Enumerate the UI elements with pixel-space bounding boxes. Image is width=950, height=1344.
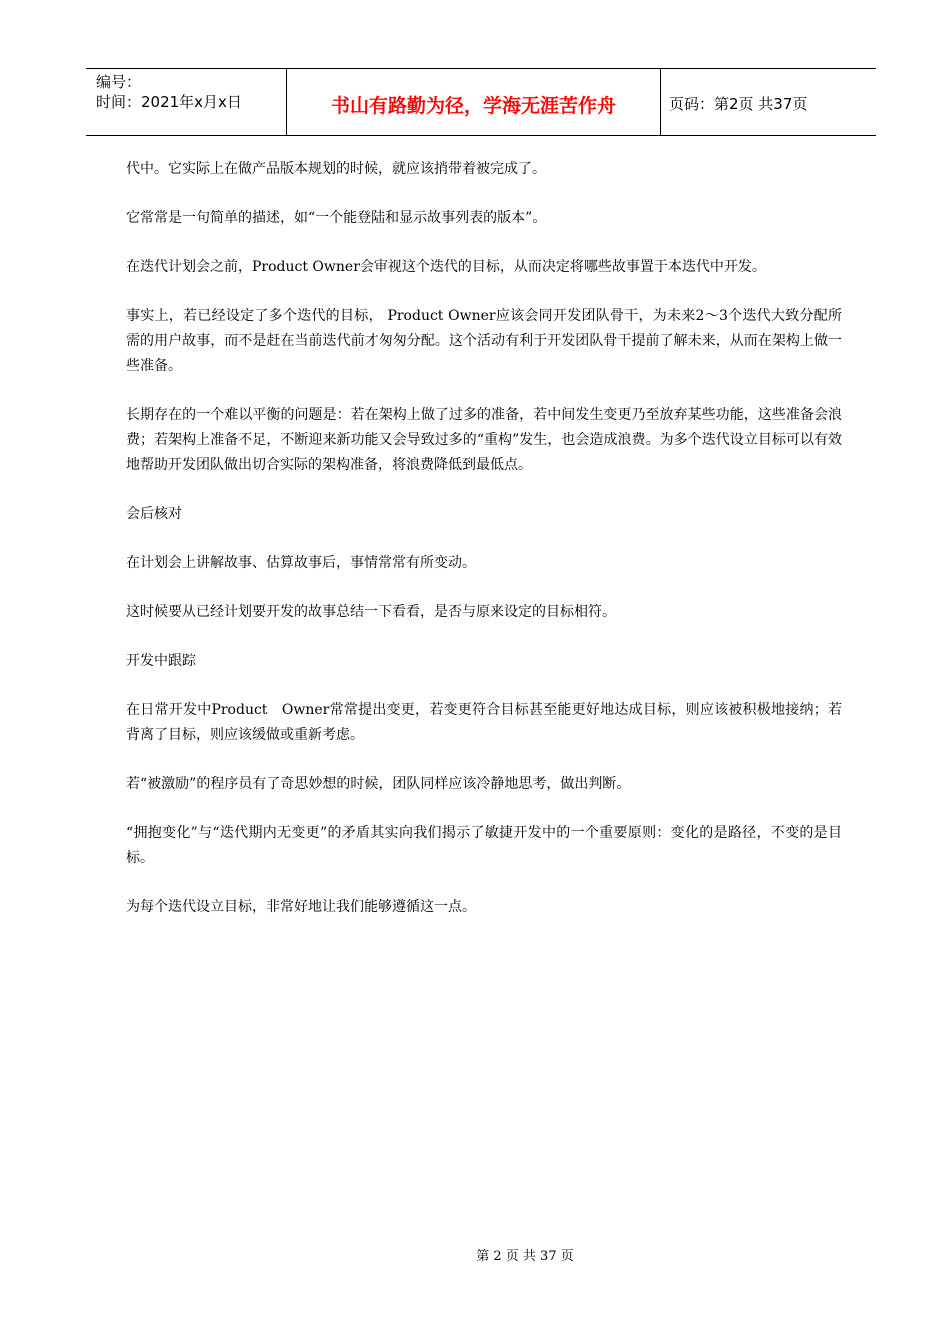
paragraph: 长期存在的一个难以平衡的问题是：若在架构上做了过多的准备，若中间发生变更乃至放弃某些功能，这些准备会浪费；若架构上准备不足，不断迎来新功能又会导致过多的“重构”发生，也会造成浪费。为多个迭代设立目标可以有效地帮助开发团队做出切合实际的架构准备，将浪费降低到最低点。: [126, 407, 842, 473]
document-body: [126, 157, 842, 944]
paragraph: 这时候要从已经计划要开发的故事总结一下看看，是否与原来设定的目标相符。: [126, 604, 616, 620]
page-header: [86, 68, 876, 136]
header-page-cell: [661, 69, 876, 135]
paragraph: 若“被激励”的程序员有了奇思妙想的时候，团队同样应该冷静地思考，做出判断。: [126, 776, 631, 792]
paragraph: 在计划会上讲解故事、估算故事后，事情常常有所变动。: [126, 555, 476, 571]
paragraph: “拥抱变化”与“迭代期内无变更”的矛盾其实向我们揭示了敏捷开发中的一个重要原则：变化的是路径，不变的是目标。: [126, 825, 842, 866]
section-heading: 会后核对: [126, 506, 182, 522]
footer-page-number: 第 2 页 共 37 页: [476, 1249, 574, 1264]
document-time-label: 时间：2021年x月x日: [96, 93, 242, 111]
header-motto-cell: [287, 69, 661, 135]
motto-text: 书山有路勤为径，学海无涯苦作舟: [330, 94, 616, 117]
paragraph: 在日常开发中Product Owner常常提出变更，若变更符合目标甚至能更好地达成目标，则应该被积极地接纳；若背离了目标，则应该缓做或重新考虑。: [126, 702, 842, 743]
paragraph: 代中。它实际上在做产品版本规划的时候，就应该捎带着被完成了。: [126, 161, 546, 177]
header-page-info: 页码：第2页 共37页: [669, 94, 808, 113]
paragraph: 为每个迭代设立目标，非常好地让我们能够遵循这一点。: [126, 899, 476, 915]
page-footer: [0, 1245, 950, 1264]
paragraph: 它常常是一句简单的描述，如“一个能登陆和显示故事列表的版本”。: [126, 210, 547, 226]
paragraph: 事实上，若已经设定了多个迭代的目标， Product Owner应该会同开发团队骨干，为未来2～3个迭代大致分配所需的用户故事，而不是赶在当前迭代前才匆匆分配。这个活动有利于开发团队骨干提前了解未来，从而在架构上做一些准备。: [126, 308, 842, 374]
header-meta-cell: [86, 69, 287, 135]
document-number-label: 编号：: [96, 73, 142, 91]
paragraph: 在迭代计划会之前，Product Owner会审视这个迭代的目标，从而决定将哪些故事置于本迭代中开发。: [126, 259, 766, 275]
section-heading: 开发中跟踪: [126, 653, 196, 669]
